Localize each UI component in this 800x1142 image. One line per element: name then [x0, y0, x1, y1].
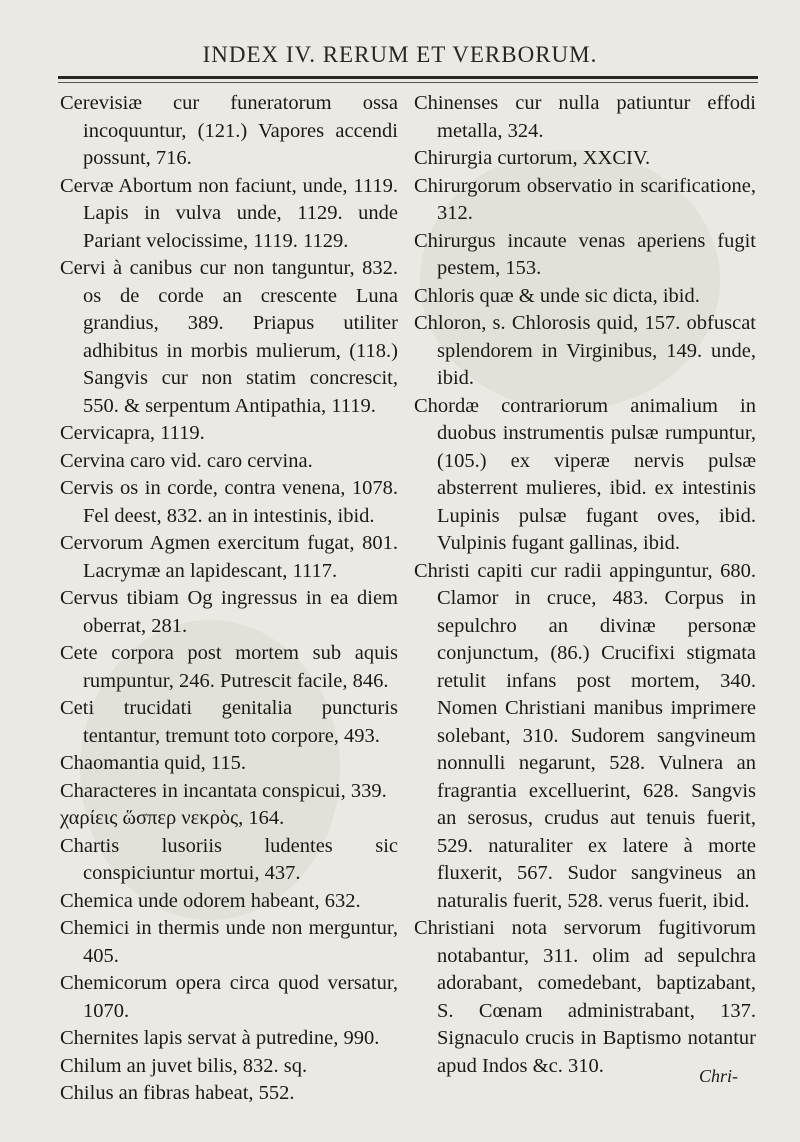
index-entry: Chirurgia curtorum, XXCIV.: [414, 147, 651, 169]
index-entry: Cervorum Agmen exercitum fugat, 801. Lacrymæ an lapidescant, 1117.: [60, 532, 398, 582]
index-column-right: [414, 90, 756, 1080]
index-entry: Chirurgorum observatio in scarificatione, 312.: [414, 174, 756, 224]
index-column-left: [60, 90, 398, 1108]
index-entry: Chemicorum opera circa quod versatur, 1070.: [60, 972, 398, 1022]
index-entry: Cervis os in corde, contra venena, 1078. Fel deest, 832. an in intestinis, ibid.: [60, 477, 398, 527]
index-entry: Cervina caro vid. caro cervina.: [60, 449, 313, 472]
index-entry: χαρίεις ὥσπερ νεκρὸς, 164.: [60, 807, 285, 829]
index-entry: Chirurgus incaute venas aperiens fugit pestem, 153.: [414, 229, 756, 279]
index-entry: Characteres in incantata conspicui, 339.: [60, 779, 387, 802]
index-entry: Chemica unde odorem habeant, 632.: [60, 889, 361, 912]
index-entry: Chilus an fibras habeat, 552.: [60, 1082, 295, 1104]
running-title: INDEX IV. RERUM ET VERBORUM.: [202, 42, 598, 67]
index-entry: Ceti trucidati genitalia puncturis tentantur, tremunt toto corpore, 493.: [60, 697, 398, 747]
index-entry: Christi capiti cur radii appinguntur, 680. Clamor in cruce, 483. Corpus in sepulchro an divinæ personæ conjunctum, (86.) Crucifixi stigmata retulit infans post mortem, 340. Nomen Christiani manibus imprimere solebant, 310. Sudorem sangvineum nonnulli negarunt, 528. Vulnera an fragrantia excelluerint, 628. Sangvis an serosus, crudus aut tenuis fuerit, 529. naturaliter ex latere à morte fluxerit, 567. Sudor sangvineus an naturalis fuerit, 528. verus fuerit, ibid.: [414, 559, 756, 912]
index-entry: Cervicapra, 1119.: [60, 422, 205, 444]
index-entry: Cervi à canibus cur non tanguntur, 832. os de corde an crescente Luna grandius, 389. Priapus utiliter adhibitus in morbis mulierum, (118.) Sangvis cur non statim concrescit, 550. & serpentum Antipathia, 1119.: [60, 257, 398, 417]
index-entry: Chinenses cur nulla patiuntur effodi metalla, 324.: [414, 92, 756, 142]
header-rule-thin: [58, 82, 758, 83]
index-entry: Christiani nota servorum fugitivorum notabantur, 311. olim ad sepulchra adorabant, comedebant, baptizabant, S. Cœnam administrabant, 137. Signaculo crucis in Baptismo notantur apud Indos &c. 310.: [414, 917, 756, 1077]
catchword: Chri-: [698, 1066, 738, 1086]
index-entry: Chordæ contrariorum animalium in duobus instrumentis pulsæ rumpuntur, (105.) ex viperæ nervis pulsæ absterrent mulieres, ibid. ex intestinis Lupinis pulsæ fugant oves, ibid. Vulpinis fugant gallinas, ibid.: [414, 394, 756, 554]
index-entry: Chernites lapis servat à putredine, 990.: [60, 1027, 380, 1049]
index-entry: Chaomantia quid, 115.: [60, 752, 246, 774]
index-entry: Chloron, s. Chlorosis quid, 157. obfuscat splendorem in Virginibus, 149. unde, ibid.: [414, 312, 756, 389]
index-entry: Cerevisiæ cur funeratorum ossa incoquuntur, (121.) Vapores accendi possunt, 716.: [60, 92, 398, 169]
index-entry: Chloris quæ & unde sic dicta, ibid.: [414, 284, 700, 307]
index-entry: Chilum an juvet bilis, 832. sq.: [60, 1054, 308, 1077]
index-entry: Chemici in thermis unde non merguntur, 405.: [60, 917, 398, 967]
index-entry: Cervæ Abortum non faciunt, unde, 1119. Lapis in vulva unde, 1129. unde Pariant velocissime, 1119. 1129.: [60, 174, 398, 252]
index-entry: Cervus tibiam Og ingressus in ea diem oberrat, 281.: [60, 587, 398, 637]
index-entry: Cete corpora post mortem sub aquis rumpuntur, 246. Putrescit facile, 846.: [60, 642, 398, 692]
index-entry: Chartis lusoriis ludentes sic conspiciuntur mortui, 437.: [60, 834, 398, 884]
header-rule: [58, 76, 758, 79]
